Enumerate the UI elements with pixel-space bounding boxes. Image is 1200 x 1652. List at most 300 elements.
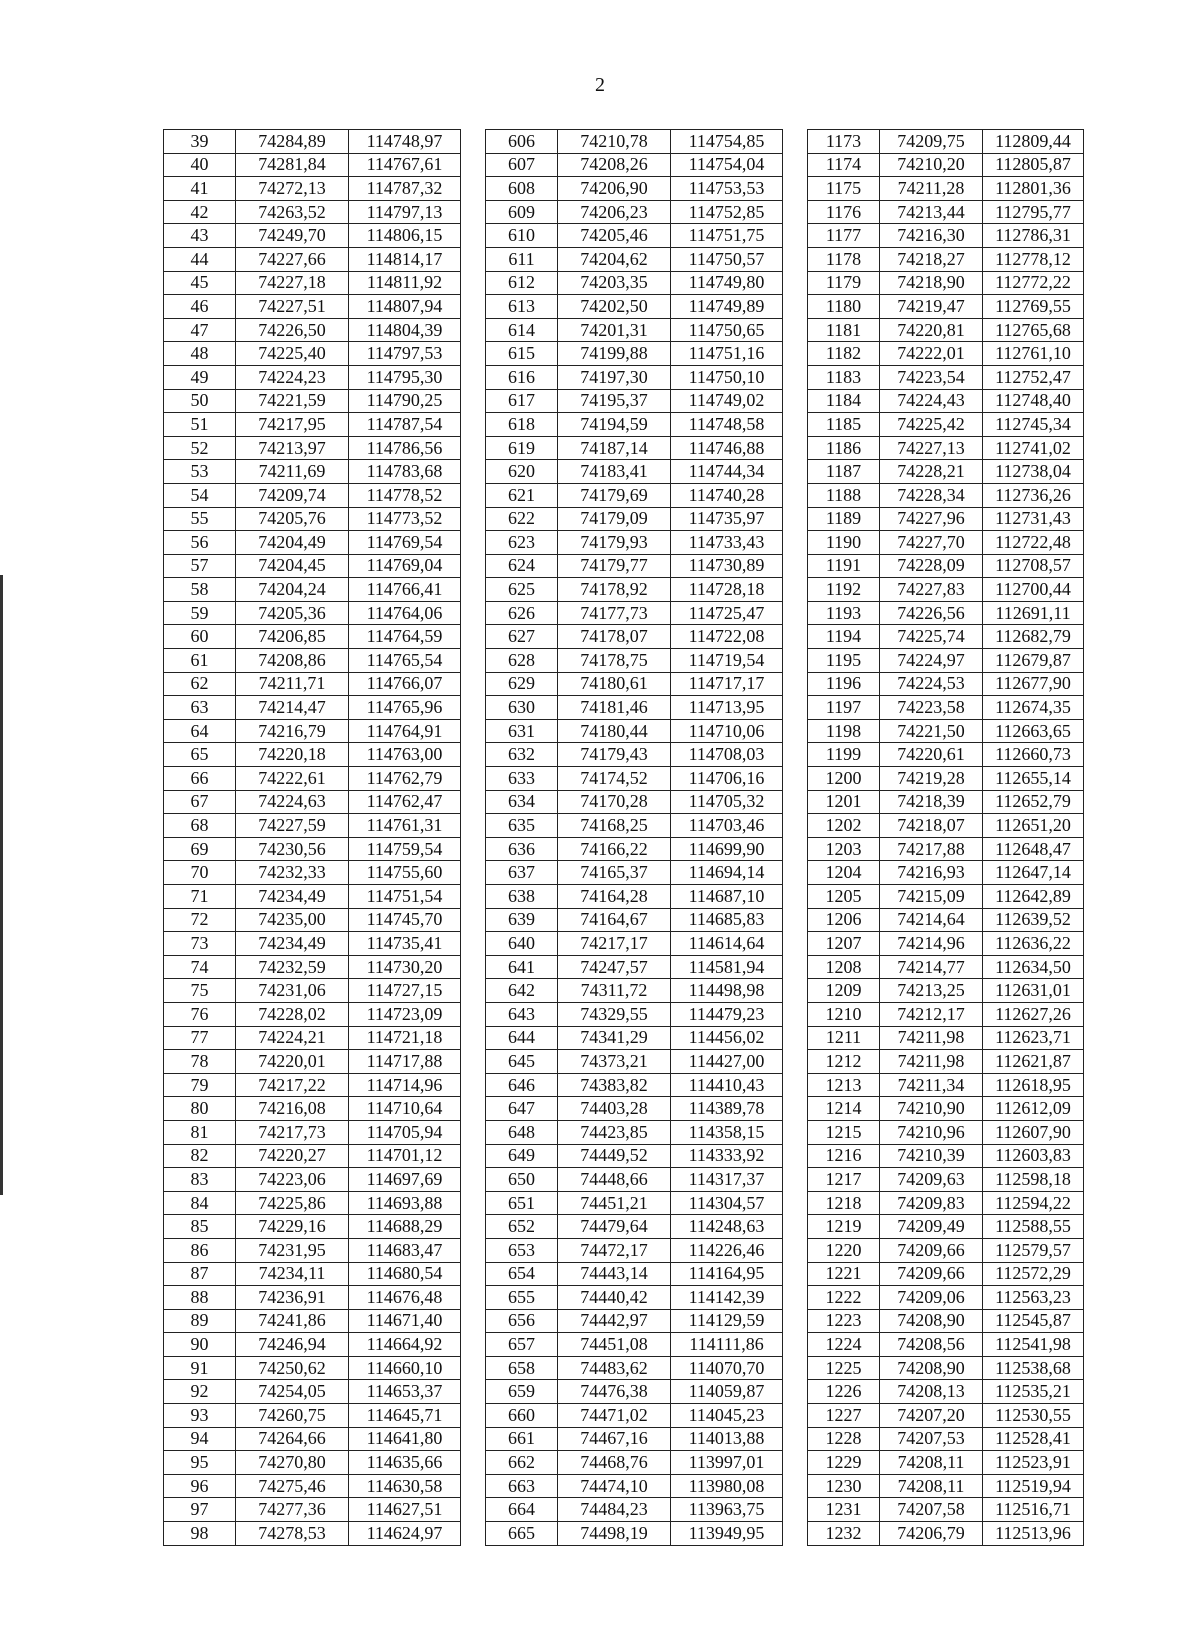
point-number-cell: 73 bbox=[164, 932, 236, 956]
point-number-cell: 55 bbox=[164, 507, 236, 531]
point-number-cell: 83 bbox=[164, 1168, 236, 1192]
x-coordinate-cell: 74227,13 bbox=[880, 436, 983, 460]
column-group-gap bbox=[461, 1215, 486, 1239]
table-row bbox=[164, 649, 1084, 673]
point-number-cell: 82 bbox=[164, 1144, 236, 1168]
column-group-gap bbox=[461, 247, 486, 271]
column-group-gap bbox=[783, 1026, 808, 1050]
point-number-cell: 90 bbox=[164, 1333, 236, 1357]
y-coordinate-cell: 114410,43 bbox=[671, 1073, 783, 1097]
y-coordinate-cell: 114762,79 bbox=[349, 767, 461, 791]
x-coordinate-cell: 74284,89 bbox=[236, 130, 349, 154]
column-group-gap bbox=[461, 578, 486, 602]
y-coordinate-cell: 114759,54 bbox=[349, 837, 461, 861]
y-coordinate-cell: 112579,57 bbox=[983, 1238, 1084, 1262]
x-coordinate-cell: 74209,75 bbox=[880, 130, 983, 154]
column-group-gap bbox=[461, 885, 486, 909]
table-row bbox=[164, 1168, 1084, 1192]
y-coordinate-cell: 114624,97 bbox=[349, 1522, 461, 1546]
x-coordinate-cell: 74209,66 bbox=[880, 1238, 983, 1262]
point-number-cell: 60 bbox=[164, 625, 236, 649]
y-coordinate-cell: 114748,97 bbox=[349, 130, 461, 154]
x-coordinate-cell: 74197,30 bbox=[558, 365, 671, 389]
table-row bbox=[164, 979, 1084, 1003]
x-coordinate-cell: 74210,96 bbox=[880, 1120, 983, 1144]
y-coordinate-cell: 114728,18 bbox=[671, 578, 783, 602]
x-coordinate-cell: 74476,38 bbox=[558, 1380, 671, 1404]
column-group-gap bbox=[461, 696, 486, 720]
x-coordinate-cell: 74467,16 bbox=[558, 1427, 671, 1451]
y-coordinate-cell: 114806,15 bbox=[349, 224, 461, 248]
column-group-gap bbox=[461, 1262, 486, 1286]
table-row bbox=[164, 1474, 1084, 1498]
column-group-gap bbox=[783, 1333, 808, 1357]
x-coordinate-cell: 74222,61 bbox=[236, 767, 349, 791]
x-coordinate-cell: 74205,36 bbox=[236, 601, 349, 625]
table-row bbox=[164, 365, 1084, 389]
y-coordinate-cell: 112722,48 bbox=[983, 531, 1084, 555]
point-number-cell: 1188 bbox=[808, 483, 880, 507]
y-coordinate-cell: 112679,87 bbox=[983, 649, 1084, 673]
point-number-cell: 610 bbox=[486, 224, 558, 248]
point-number-cell: 1173 bbox=[808, 130, 880, 154]
y-coordinate-cell: 114766,07 bbox=[349, 672, 461, 696]
x-coordinate-cell: 74223,58 bbox=[880, 696, 983, 720]
y-coordinate-cell: 112663,65 bbox=[983, 719, 1084, 743]
y-coordinate-cell: 112519,94 bbox=[983, 1474, 1084, 1498]
x-coordinate-cell: 74178,75 bbox=[558, 649, 671, 673]
y-coordinate-cell: 114317,37 bbox=[671, 1168, 783, 1192]
x-coordinate-cell: 74174,52 bbox=[558, 767, 671, 791]
y-coordinate-cell: 114795,30 bbox=[349, 365, 461, 389]
point-number-cell: 624 bbox=[486, 554, 558, 578]
point-number-cell: 634 bbox=[486, 790, 558, 814]
x-coordinate-cell: 74227,70 bbox=[880, 531, 983, 555]
table-row bbox=[164, 247, 1084, 271]
x-coordinate-cell: 74208,90 bbox=[880, 1356, 983, 1380]
column-group-gap bbox=[461, 295, 486, 319]
x-coordinate-cell: 74222,01 bbox=[880, 342, 983, 366]
y-coordinate-cell: 112809,44 bbox=[983, 130, 1084, 154]
point-number-cell: 1215 bbox=[808, 1120, 880, 1144]
x-coordinate-cell: 74208,13 bbox=[880, 1380, 983, 1404]
y-coordinate-cell: 114226,46 bbox=[671, 1238, 783, 1262]
y-coordinate-cell: 114635,66 bbox=[349, 1451, 461, 1475]
column-group-gap bbox=[461, 224, 486, 248]
x-coordinate-cell: 74180,61 bbox=[558, 672, 671, 696]
y-coordinate-cell: 114790,25 bbox=[349, 389, 461, 413]
x-coordinate-cell: 74208,56 bbox=[880, 1333, 983, 1357]
x-coordinate-cell: 74228,09 bbox=[880, 554, 983, 578]
column-group-gap bbox=[783, 601, 808, 625]
y-coordinate-cell: 112631,01 bbox=[983, 979, 1084, 1003]
page-number: 2 bbox=[595, 74, 605, 96]
y-coordinate-cell: 112741,02 bbox=[983, 436, 1084, 460]
y-coordinate-cell: 112655,14 bbox=[983, 767, 1084, 791]
column-group-gap bbox=[783, 578, 808, 602]
point-number-cell: 1176 bbox=[808, 200, 880, 224]
column-group-gap bbox=[461, 1286, 486, 1310]
point-number-cell: 58 bbox=[164, 578, 236, 602]
x-coordinate-cell: 74264,66 bbox=[236, 1427, 349, 1451]
y-coordinate-cell: 114725,47 bbox=[671, 601, 783, 625]
y-coordinate-cell: 112765,68 bbox=[983, 318, 1084, 342]
point-number-cell: 65 bbox=[164, 743, 236, 767]
y-coordinate-cell: 114671,40 bbox=[349, 1309, 461, 1333]
y-coordinate-cell: 112761,10 bbox=[983, 342, 1084, 366]
x-coordinate-cell: 74208,90 bbox=[880, 1309, 983, 1333]
table-row bbox=[164, 908, 1084, 932]
point-number-cell: 76 bbox=[164, 1002, 236, 1026]
x-coordinate-cell: 74208,86 bbox=[236, 649, 349, 673]
y-coordinate-cell: 114786,56 bbox=[349, 436, 461, 460]
point-number-cell: 1198 bbox=[808, 719, 880, 743]
point-number-cell: 68 bbox=[164, 814, 236, 838]
y-coordinate-cell: 114749,89 bbox=[671, 295, 783, 319]
column-group-gap bbox=[783, 130, 808, 154]
y-coordinate-cell: 114479,23 bbox=[671, 1002, 783, 1026]
y-coordinate-cell: 114703,46 bbox=[671, 814, 783, 838]
y-coordinate-cell: 112603,83 bbox=[983, 1144, 1084, 1168]
y-coordinate-cell: 114699,90 bbox=[671, 837, 783, 861]
column-group-gap bbox=[783, 1404, 808, 1428]
column-group-gap bbox=[783, 224, 808, 248]
y-coordinate-cell: 112621,87 bbox=[983, 1050, 1084, 1074]
x-coordinate-cell: 74440,42 bbox=[558, 1286, 671, 1310]
point-number-cell: 615 bbox=[486, 342, 558, 366]
x-coordinate-cell: 74220,27 bbox=[236, 1144, 349, 1168]
point-number-cell: 658 bbox=[486, 1356, 558, 1380]
x-coordinate-cell: 74199,88 bbox=[558, 342, 671, 366]
y-coordinate-cell: 114764,59 bbox=[349, 625, 461, 649]
column-group-gap bbox=[461, 1356, 486, 1380]
y-coordinate-cell: 113980,08 bbox=[671, 1474, 783, 1498]
x-coordinate-cell: 74212,17 bbox=[880, 1002, 983, 1026]
x-coordinate-cell: 74217,88 bbox=[880, 837, 983, 861]
y-coordinate-cell: 112738,04 bbox=[983, 460, 1084, 484]
column-group-gap bbox=[461, 1404, 486, 1428]
point-number-cell: 630 bbox=[486, 696, 558, 720]
point-number-cell: 620 bbox=[486, 460, 558, 484]
point-number-cell: 1211 bbox=[808, 1026, 880, 1050]
y-coordinate-cell: 112805,87 bbox=[983, 153, 1084, 177]
x-coordinate-cell: 74225,86 bbox=[236, 1191, 349, 1215]
point-number-cell: 1181 bbox=[808, 318, 880, 342]
point-number-cell: 1207 bbox=[808, 932, 880, 956]
y-coordinate-cell: 112731,43 bbox=[983, 507, 1084, 531]
point-number-cell: 1196 bbox=[808, 672, 880, 696]
point-number-cell: 650 bbox=[486, 1168, 558, 1192]
column-group-gap bbox=[783, 885, 808, 909]
column-group-gap bbox=[461, 271, 486, 295]
y-coordinate-cell: 114581,94 bbox=[671, 955, 783, 979]
table-row bbox=[164, 696, 1084, 720]
point-number-cell: 54 bbox=[164, 483, 236, 507]
column-group-gap bbox=[461, 1120, 486, 1144]
point-number-cell: 40 bbox=[164, 153, 236, 177]
y-coordinate-cell: 114727,15 bbox=[349, 979, 461, 1003]
x-coordinate-cell: 74247,57 bbox=[558, 955, 671, 979]
x-coordinate-cell: 74194,59 bbox=[558, 413, 671, 437]
x-coordinate-cell: 74228,21 bbox=[880, 460, 983, 484]
y-coordinate-cell: 114627,51 bbox=[349, 1498, 461, 1522]
column-group-gap bbox=[461, 1427, 486, 1451]
column-group-gap bbox=[783, 200, 808, 224]
x-coordinate-cell: 74241,86 bbox=[236, 1309, 349, 1333]
y-coordinate-cell: 114164,95 bbox=[671, 1262, 783, 1286]
column-group-gap bbox=[461, 837, 486, 861]
x-coordinate-cell: 74223,54 bbox=[880, 365, 983, 389]
point-number-cell: 84 bbox=[164, 1191, 236, 1215]
point-number-cell: 46 bbox=[164, 295, 236, 319]
point-number-cell: 657 bbox=[486, 1333, 558, 1357]
x-coordinate-cell: 74218,90 bbox=[880, 271, 983, 295]
coordinates-table bbox=[163, 129, 1084, 1546]
y-coordinate-cell: 112639,52 bbox=[983, 908, 1084, 932]
y-coordinate-cell: 112652,79 bbox=[983, 790, 1084, 814]
column-group-gap bbox=[461, 507, 486, 531]
y-coordinate-cell: 114045,23 bbox=[671, 1404, 783, 1428]
column-group-gap bbox=[783, 1238, 808, 1262]
x-coordinate-cell: 74260,75 bbox=[236, 1404, 349, 1428]
y-coordinate-cell: 112748,40 bbox=[983, 389, 1084, 413]
x-coordinate-cell: 74263,52 bbox=[236, 200, 349, 224]
y-coordinate-cell: 112634,50 bbox=[983, 955, 1084, 979]
y-coordinate-cell: 112795,77 bbox=[983, 200, 1084, 224]
point-number-cell: 49 bbox=[164, 365, 236, 389]
x-coordinate-cell: 74209,49 bbox=[880, 1215, 983, 1239]
x-coordinate-cell: 74221,59 bbox=[236, 389, 349, 413]
x-coordinate-cell: 74227,83 bbox=[880, 578, 983, 602]
y-coordinate-cell: 114765,54 bbox=[349, 649, 461, 673]
point-number-cell: 57 bbox=[164, 554, 236, 578]
coordinates-table-body bbox=[164, 130, 1084, 1546]
x-coordinate-cell: 74224,43 bbox=[880, 389, 983, 413]
x-coordinate-cell: 74234,11 bbox=[236, 1262, 349, 1286]
x-coordinate-cell: 74225,40 bbox=[236, 342, 349, 366]
point-number-cell: 50 bbox=[164, 389, 236, 413]
x-coordinate-cell: 74210,20 bbox=[880, 153, 983, 177]
column-group-gap bbox=[461, 1073, 486, 1097]
point-number-cell: 613 bbox=[486, 295, 558, 319]
x-coordinate-cell: 74449,52 bbox=[558, 1144, 671, 1168]
x-coordinate-cell: 74498,19 bbox=[558, 1522, 671, 1546]
column-group-gap bbox=[461, 1333, 486, 1357]
column-group-gap bbox=[783, 271, 808, 295]
y-coordinate-cell: 114751,54 bbox=[349, 885, 461, 909]
x-coordinate-cell: 74209,06 bbox=[880, 1286, 983, 1310]
y-coordinate-cell: 114769,04 bbox=[349, 554, 461, 578]
x-coordinate-cell: 74203,35 bbox=[558, 271, 671, 295]
point-number-cell: 1232 bbox=[808, 1522, 880, 1546]
column-group-gap bbox=[783, 1474, 808, 1498]
column-group-gap bbox=[783, 295, 808, 319]
point-number-cell: 92 bbox=[164, 1380, 236, 1404]
x-coordinate-cell: 74164,67 bbox=[558, 908, 671, 932]
x-coordinate-cell: 74472,17 bbox=[558, 1238, 671, 1262]
column-group-gap bbox=[461, 814, 486, 838]
column-group-gap bbox=[783, 247, 808, 271]
y-coordinate-cell: 114740,28 bbox=[671, 483, 783, 507]
x-coordinate-cell: 74177,73 bbox=[558, 601, 671, 625]
table-row bbox=[164, 1356, 1084, 1380]
column-group-gap bbox=[461, 932, 486, 956]
table-row bbox=[164, 413, 1084, 437]
y-coordinate-cell: 112523,91 bbox=[983, 1451, 1084, 1475]
x-coordinate-cell: 74206,85 bbox=[236, 625, 349, 649]
x-coordinate-cell: 74206,79 bbox=[880, 1522, 983, 1546]
x-coordinate-cell: 74209,74 bbox=[236, 483, 349, 507]
point-number-cell: 1179 bbox=[808, 271, 880, 295]
y-coordinate-cell: 114773,52 bbox=[349, 507, 461, 531]
column-group-gap bbox=[461, 649, 486, 673]
x-coordinate-cell: 74208,11 bbox=[880, 1474, 983, 1498]
column-group-gap bbox=[461, 1309, 486, 1333]
x-coordinate-cell: 74220,61 bbox=[880, 743, 983, 767]
point-number-cell: 661 bbox=[486, 1427, 558, 1451]
point-number-cell: 77 bbox=[164, 1026, 236, 1050]
x-coordinate-cell: 74204,62 bbox=[558, 247, 671, 271]
x-coordinate-cell: 74219,28 bbox=[880, 767, 983, 791]
point-number-cell: 64 bbox=[164, 719, 236, 743]
y-coordinate-cell: 114614,64 bbox=[671, 932, 783, 956]
x-coordinate-cell: 74225,42 bbox=[880, 413, 983, 437]
binding-margin-mark bbox=[0, 575, 3, 1195]
x-coordinate-cell: 74234,49 bbox=[236, 885, 349, 909]
column-group-gap bbox=[461, 1191, 486, 1215]
point-number-cell: 95 bbox=[164, 1451, 236, 1475]
point-number-cell: 628 bbox=[486, 649, 558, 673]
point-number-cell: 626 bbox=[486, 601, 558, 625]
column-group-gap bbox=[783, 649, 808, 673]
point-number-cell: 63 bbox=[164, 696, 236, 720]
table-row bbox=[164, 271, 1084, 295]
point-number-cell: 1205 bbox=[808, 885, 880, 909]
column-group-gap bbox=[783, 177, 808, 201]
x-coordinate-cell: 74178,07 bbox=[558, 625, 671, 649]
point-number-cell: 1184 bbox=[808, 389, 880, 413]
column-group-gap bbox=[783, 790, 808, 814]
x-coordinate-cell: 74220,01 bbox=[236, 1050, 349, 1074]
y-coordinate-cell: 112648,47 bbox=[983, 837, 1084, 861]
x-coordinate-cell: 74213,25 bbox=[880, 979, 983, 1003]
point-number-cell: 621 bbox=[486, 483, 558, 507]
table-row bbox=[164, 743, 1084, 767]
y-coordinate-cell: 114814,17 bbox=[349, 247, 461, 271]
point-number-cell: 59 bbox=[164, 601, 236, 625]
y-coordinate-cell: 114142,39 bbox=[671, 1286, 783, 1310]
y-coordinate-cell: 114697,69 bbox=[349, 1168, 461, 1192]
column-group-gap bbox=[461, 908, 486, 932]
x-coordinate-cell: 74383,82 bbox=[558, 1073, 671, 1097]
point-number-cell: 608 bbox=[486, 177, 558, 201]
y-coordinate-cell: 114713,95 bbox=[671, 696, 783, 720]
y-coordinate-cell: 112736,26 bbox=[983, 483, 1084, 507]
y-coordinate-cell: 112778,12 bbox=[983, 247, 1084, 271]
point-number-cell: 639 bbox=[486, 908, 558, 932]
y-coordinate-cell: 114653,37 bbox=[349, 1380, 461, 1404]
x-coordinate-cell: 74232,59 bbox=[236, 955, 349, 979]
point-number-cell: 633 bbox=[486, 767, 558, 791]
column-group-gap bbox=[461, 554, 486, 578]
x-coordinate-cell: 74423,85 bbox=[558, 1120, 671, 1144]
point-number-cell: 56 bbox=[164, 531, 236, 555]
column-group-gap bbox=[783, 908, 808, 932]
column-group-gap bbox=[783, 531, 808, 555]
x-coordinate-cell: 74211,34 bbox=[880, 1073, 983, 1097]
point-number-cell: 1219 bbox=[808, 1215, 880, 1239]
table-row bbox=[164, 200, 1084, 224]
x-coordinate-cell: 74211,28 bbox=[880, 177, 983, 201]
x-coordinate-cell: 74479,64 bbox=[558, 1215, 671, 1239]
y-coordinate-cell: 112801,36 bbox=[983, 177, 1084, 201]
y-coordinate-cell: 114767,61 bbox=[349, 153, 461, 177]
point-number-cell: 1217 bbox=[808, 1168, 880, 1192]
y-coordinate-cell: 112538,68 bbox=[983, 1356, 1084, 1380]
point-number-cell: 1223 bbox=[808, 1309, 880, 1333]
y-coordinate-cell: 113949,95 bbox=[671, 1522, 783, 1546]
y-coordinate-cell: 114498,98 bbox=[671, 979, 783, 1003]
y-coordinate-cell: 112594,22 bbox=[983, 1191, 1084, 1215]
x-coordinate-cell: 74215,09 bbox=[880, 885, 983, 909]
point-number-cell: 52 bbox=[164, 436, 236, 460]
point-number-cell: 1178 bbox=[808, 247, 880, 271]
x-coordinate-cell: 74224,21 bbox=[236, 1026, 349, 1050]
y-coordinate-cell: 112745,34 bbox=[983, 413, 1084, 437]
point-number-cell: 66 bbox=[164, 767, 236, 791]
x-coordinate-cell: 74214,47 bbox=[236, 696, 349, 720]
x-coordinate-cell: 74209,66 bbox=[880, 1262, 983, 1286]
y-coordinate-cell: 114664,92 bbox=[349, 1333, 461, 1357]
y-coordinate-cell: 112541,98 bbox=[983, 1333, 1084, 1357]
y-coordinate-cell: 112647,14 bbox=[983, 861, 1084, 885]
x-coordinate-cell: 74227,66 bbox=[236, 247, 349, 271]
y-coordinate-cell: 114749,02 bbox=[671, 389, 783, 413]
point-number-cell: 1192 bbox=[808, 578, 880, 602]
point-number-cell: 96 bbox=[164, 1474, 236, 1498]
y-coordinate-cell: 112612,09 bbox=[983, 1097, 1084, 1121]
x-coordinate-cell: 74195,37 bbox=[558, 389, 671, 413]
y-coordinate-cell: 113963,75 bbox=[671, 1498, 783, 1522]
y-coordinate-cell: 114748,58 bbox=[671, 413, 783, 437]
x-coordinate-cell: 74210,90 bbox=[880, 1097, 983, 1121]
table-row bbox=[164, 295, 1084, 319]
point-number-cell: 86 bbox=[164, 1238, 236, 1262]
column-group-gap bbox=[783, 318, 808, 342]
table-row bbox=[164, 483, 1084, 507]
y-coordinate-cell: 114685,83 bbox=[671, 908, 783, 932]
table-row bbox=[164, 814, 1084, 838]
point-number-cell: 93 bbox=[164, 1404, 236, 1428]
column-group-gap bbox=[461, 861, 486, 885]
point-number-cell: 1185 bbox=[808, 413, 880, 437]
x-coordinate-cell: 74227,96 bbox=[880, 507, 983, 531]
column-group-gap bbox=[783, 767, 808, 791]
column-group-gap bbox=[783, 413, 808, 437]
y-coordinate-cell: 112677,90 bbox=[983, 672, 1084, 696]
point-number-cell: 632 bbox=[486, 743, 558, 767]
y-coordinate-cell: 114762,47 bbox=[349, 790, 461, 814]
point-number-cell: 622 bbox=[486, 507, 558, 531]
table-row bbox=[164, 554, 1084, 578]
y-coordinate-cell: 114717,88 bbox=[349, 1050, 461, 1074]
y-coordinate-cell: 114706,16 bbox=[671, 767, 783, 791]
x-coordinate-cell: 74221,50 bbox=[880, 719, 983, 743]
y-coordinate-cell: 114804,39 bbox=[349, 318, 461, 342]
y-coordinate-cell: 114811,92 bbox=[349, 271, 461, 295]
point-number-cell: 1229 bbox=[808, 1451, 880, 1475]
point-number-cell: 638 bbox=[486, 885, 558, 909]
